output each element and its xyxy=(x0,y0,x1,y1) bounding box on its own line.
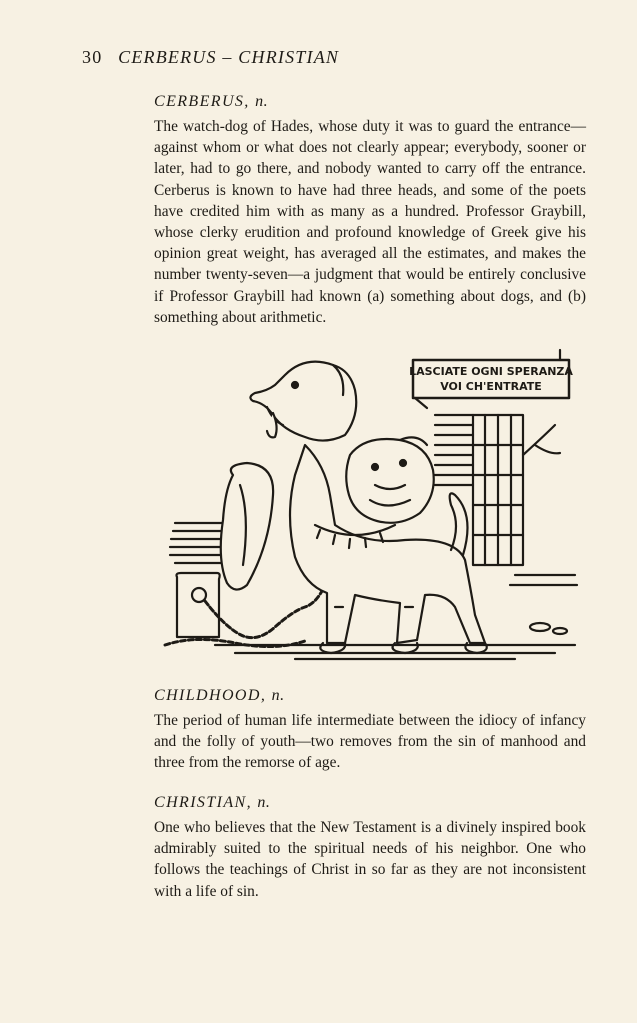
page-number: 30 xyxy=(82,47,103,67)
entry-definition: One who believes that the New Testament is a divinely inspired book admirably suited to the spiritual needs of his neighbor. One who follows the teachings of Christ in so far as they are not inconsistent with a life of sin. xyxy=(154,819,586,900)
entry-headword xyxy=(154,687,586,705)
headword-text: CHRISTIAN, xyxy=(154,794,252,811)
entry-definition: The period of human life intermediate between the idiocy of infancy and the folly of youth—two removes from the sin of manhood and three from the remorse of age. xyxy=(154,712,586,772)
sign-line-1: LASCIATE OGNI SPERANZA xyxy=(409,365,573,378)
entry-headword xyxy=(154,93,586,111)
entry-headword xyxy=(154,794,586,812)
running-head xyxy=(82,47,582,68)
entry-definition: The watch-dog of Hades, whose duty it was to guard the entrance—against whom or what does not clearly appear; everybody, sooner or later, had to go there, and nobody wanted to carry off the entrance. Cerberus is known to have had three heads, and some of the poets have credited him with as many as a hundred. Professor Graybill, whose clerky erudition and profound knowledge of Greek give his opinion great weight, has averaged all the estimates, and makes the number twenty-seven—a judgment that would be entirely conclusive if Professor Graybill had known (a) something about dogs, and (b) something about arithmetic. xyxy=(154,118,586,326)
entry-christian xyxy=(154,794,586,902)
headword-text: CHILDHOOD, xyxy=(154,687,267,704)
part-of-speech: n. xyxy=(255,93,269,110)
part-of-speech: n. xyxy=(257,794,271,811)
cerberus-woodcut-image xyxy=(155,345,585,673)
sign-line-2: VOI CH'ENTRATE xyxy=(440,380,542,393)
cerberus-illustration xyxy=(155,345,585,673)
entry-childhood xyxy=(154,687,586,774)
running-head-title: CERBERUS – CHRISTIAN xyxy=(118,47,340,67)
headword-text: CERBERUS, xyxy=(154,93,250,110)
entry-cerberus xyxy=(154,93,586,328)
part-of-speech: n. xyxy=(271,687,285,704)
